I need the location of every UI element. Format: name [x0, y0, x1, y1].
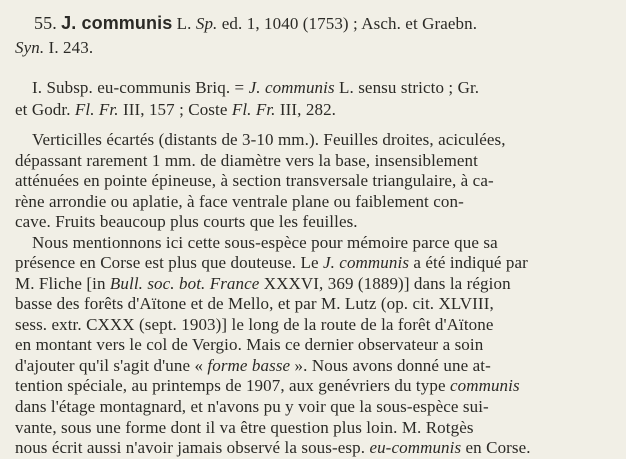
para-line-7	[15, 355, 491, 377]
subsp-text-a: I. Subsp. eu-communis Briq. =	[32, 78, 249, 97]
para-line-5: sess. extr. CXXX (sept. 1903)] le long de la route de la forêt d'Aïtone	[15, 314, 494, 334]
subsp-text-b: J. communis	[248, 78, 335, 97]
sp-abbrev: Sp.	[195, 14, 218, 33]
subsp-text-c: L. sensu stricto ; Gr.	[334, 78, 480, 97]
para-line-9: dans l'étage montagnard, et n'avons pu y voir que la sous-espèce sui-	[15, 396, 489, 416]
species-authority: L.	[172, 14, 196, 33]
para-line-10: vante, sous une forme dont il va être question plus loin. M. Rotgès	[15, 417, 474, 437]
para-line-3	[15, 273, 511, 295]
subsp2-text-d: Fl. Fr.	[231, 100, 276, 119]
desc-line-1: Verticilles écartés (distants de 3-10 mm.). Feuilles droites, aciculées,	[32, 130, 506, 149]
para11-text-c: en Corse.	[461, 438, 531, 457]
para8-text-a: tention spéciale, au printemps de 1907, aux genévriers du type	[15, 376, 450, 396]
para-line-11	[15, 437, 531, 459]
subsp-line-2	[15, 99, 336, 121]
para11-text-b: eu-communis	[369, 438, 462, 457]
para-line-1: Nous mentionnons ici cette sous-espèce pour mémoire parce que sa	[32, 232, 498, 252]
para-line-4: basse des forêts d'Aïtone et de Mello, et par M. Lutz (op. cit. XLVIII,	[15, 294, 494, 314]
subsp2-text-e: III, 282.	[275, 100, 337, 119]
desc-line-5: cave. Fruits beaucoup plus courts que les feuilles.	[15, 212, 358, 232]
para-line-8	[15, 375, 520, 397]
species-number: 55.	[34, 13, 57, 33]
heading-line-2	[15, 37, 93, 59]
para3-text-b: Bull. soc. bot. France	[109, 273, 260, 293]
desc-line-2: dépassant rarement 1 mm. de diamètre vers la base, insensiblement	[15, 150, 478, 170]
para3-text-c: XXXVI, 369 (1889)] dans la région	[259, 273, 511, 293]
desc-line-4: rène arrondie ou aplatie, à face ventrale plane ou faiblement con-	[15, 191, 464, 211]
para3-text-a: M. Fliche [in	[15, 273, 110, 293]
syn-abbrev: Syn.	[15, 38, 45, 57]
para7-text-c: ». Nous avons donné une at-	[290, 355, 491, 375]
subsp2-text-a: et Godr.	[15, 100, 75, 119]
desc-line-3: atténuées en pointe épineuse, à section transversale triangulaire, à ca-	[15, 171, 494, 191]
para2-text-c: a été indiqué par	[409, 253, 528, 273]
subsp2-text-b: Fl. Fr.	[74, 100, 119, 119]
syn-reference: I. 243.	[44, 38, 94, 57]
species-name: J. communis	[61, 13, 173, 33]
para2-text-a: présence en Corse est plus que douteuse. Le	[15, 253, 323, 273]
para11-text-a: nous écrit aussi n'avoir jamais observé la sous-esp.	[15, 438, 370, 457]
heading-line-1	[34, 12, 477, 35]
species-citation: ed. 1, 1040 (1753) ; Asch. et Graebn.	[217, 14, 478, 33]
para8-text-b: communis	[449, 376, 520, 396]
subsp-line-1	[32, 77, 479, 99]
para-line-6: en montant vers le col de Vergio. Mais ce dernier observateur a soin	[15, 335, 484, 355]
para7-text-a: d'ajouter qu'il s'agit d'une «	[15, 355, 208, 375]
subsp2-text-c: III, 157 ; Coste	[118, 100, 232, 119]
para7-text-b: forme basse	[207, 355, 291, 375]
para-line-2	[15, 252, 528, 274]
para2-text-b: J. communis	[322, 253, 410, 273]
